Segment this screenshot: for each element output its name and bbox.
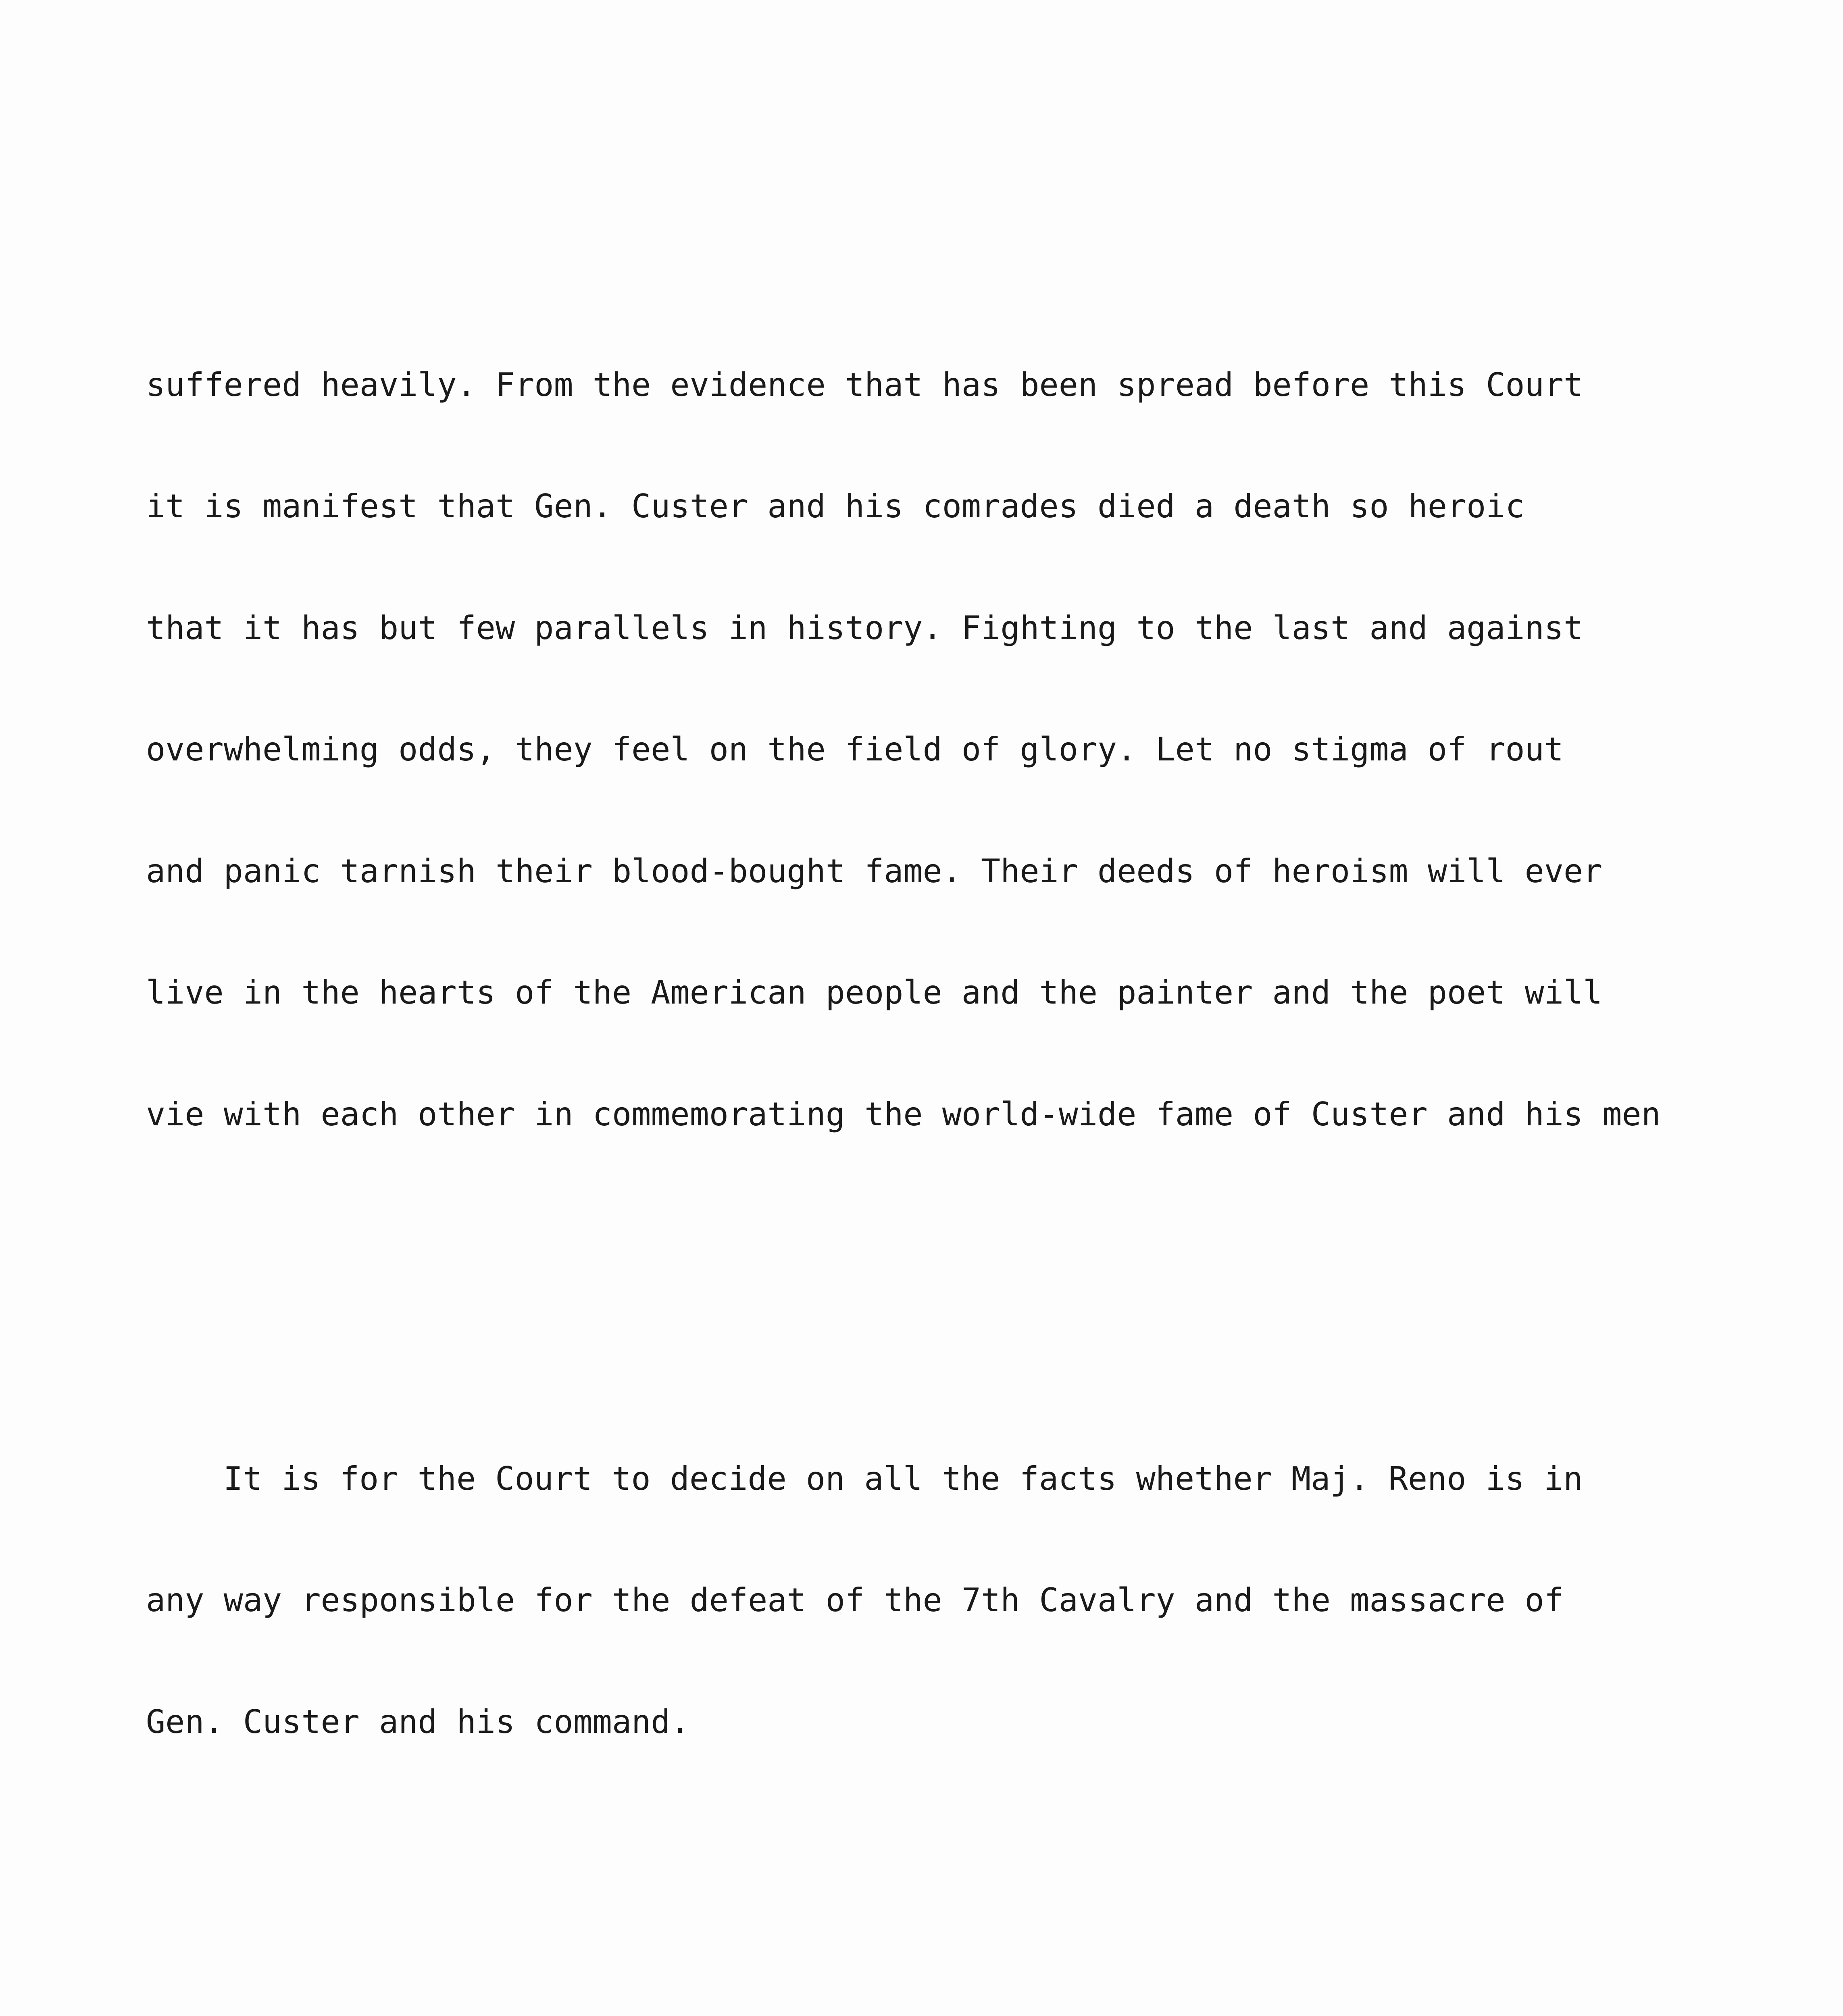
paragraph-3-third xyxy=(146,1985,1710,2016)
paragraph-2 xyxy=(146,1378,1710,1824)
text-line: overwhelming odds, they feel on the field of glory. Let no stigma of rout xyxy=(146,731,1564,768)
text-line: vie with each other in commemorating the world-wide fame of Custer and his men xyxy=(146,1095,1661,1133)
text-line: that it has but few parallels in history. Fighting to the last and against xyxy=(146,609,1583,647)
paragraph-1 xyxy=(146,284,1710,1216)
text-line: and panic tarnish their blood-bought fame. Their deeds of heroism will ever xyxy=(146,852,1603,890)
text-line: suffered heavily. From the evidence that has been spread before this Court xyxy=(146,366,1583,404)
text-line: It is for the Court to decide on all the facts whether Maj. Reno is in xyxy=(223,1460,1583,1497)
text-line: Gen. Custer and his command. xyxy=(146,1703,690,1741)
text-line: live in the hearts of the American people and the painter and the poet will xyxy=(146,974,1603,1011)
text-line: any way responsible for the defeat of the 7th Cavalry and the massacre of xyxy=(146,1581,1564,1619)
text-line: it is manifest that Gen. Custer and his comrades died a death so heroic xyxy=(146,487,1525,525)
document-body xyxy=(146,162,1710,2016)
